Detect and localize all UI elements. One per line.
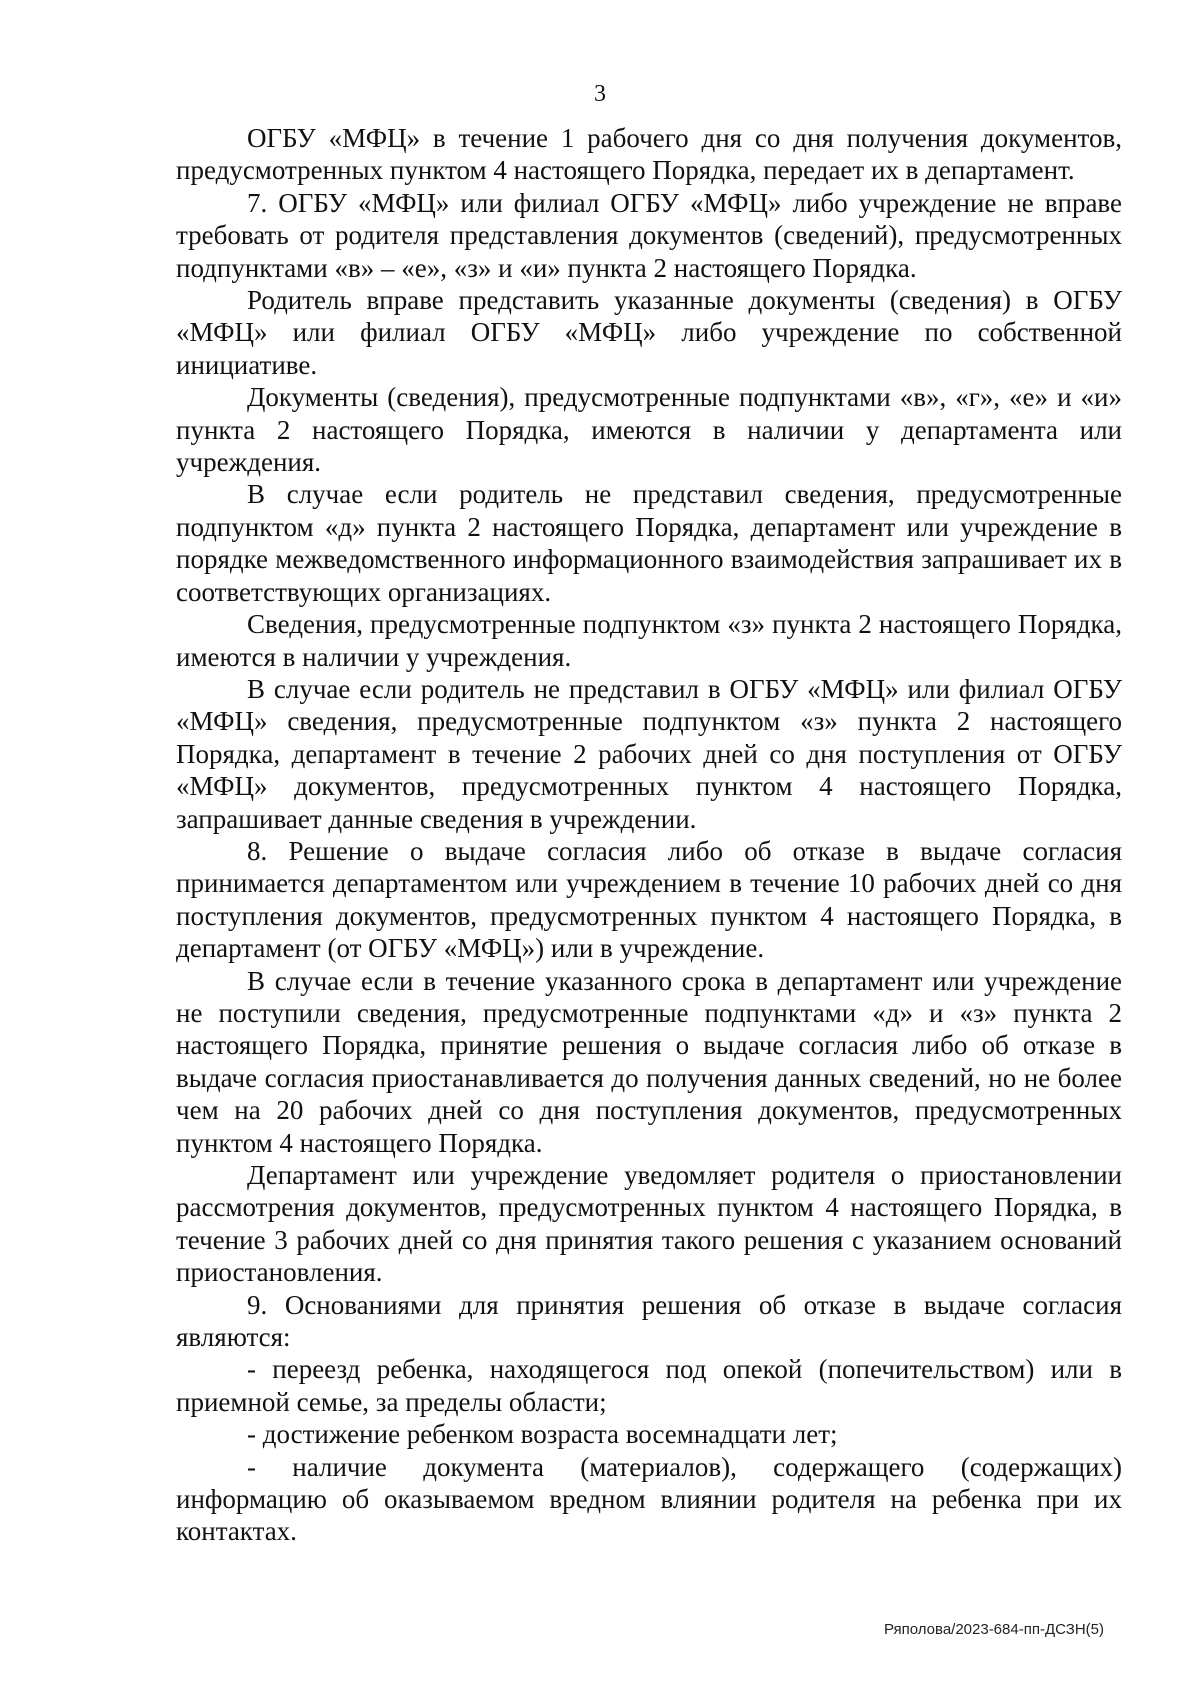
paragraph-department-request: В случае если родитель не представил в ОГБУ «МФЦ» или филиал ОГБУ «МФЦ» сведения, предусмотренные подпунктом «з» пункта 2 настоящего Порядка, департамент в течение 2 рабочих дней со дня поступления от ОГБУ «МФЦ» документов, предусмотренных пунктом 4 настоящего Порядка, запрашивает данные сведения в учреждении. xyxy=(176,673,1122,834)
list-item-relocation: - переезд ребенка, находящегося под опекой (попечительством) или в приемной семье, за пределы области; xyxy=(176,1354,1122,1417)
footer-document-code: Ряполова/2023-684-пп-ДСЗН(5) xyxy=(883,1621,1104,1638)
paragraph-suspension: В случае если в течение указанного срока в департамент или учреждение не поступили сведения, предусмотренные подпунктами «д» и «з» пункта 2 настоящего Порядка, принятие решения о выдаче согласия либо об отказе в выдаче согласия приостанавливается до получения данных сведений, но не более чем на 20 рабочих дней со дня поступления документов, предусмотренных пунктом 4 настоящего Порядка. xyxy=(176,965,1122,1158)
document-body xyxy=(176,122,1122,1548)
paragraph-info-available: Сведения, предусмотренные подпунктом «з» пункта 2 настоящего Порядка, имеются в наличии у учреждения. xyxy=(176,609,1122,672)
paragraph-interagency-request: В случае если родитель не представил сведения, предусмотренные подпунктом «д» пункта 2 настоящего Порядка, департамент или учреждение в порядке межведомственного информационного взаимодействия запрашивает их в соответствующих организациях. xyxy=(176,479,1122,607)
paragraph-notification: Департамент или учреждение уведомляет родителя о приостановлении рассмотрения документов, предусмотренных пунктом 4 настоящего Порядка, в течение 3 рабочих дней со дня принятия такого решения с указанием оснований приостановления. xyxy=(176,1160,1122,1288)
list-item-age: - достижение ребенком возраста восемнадцати лет; xyxy=(247,1419,838,1450)
list-item-harmful-influence: - наличие документа (материалов), содержащего (содержащих) информацию об оказываемом вредном влиянии родителя на ребенка при их контактах. xyxy=(176,1451,1122,1547)
paragraph-mfc-transfer: ОГБУ «МФЦ» в течение 1 рабочего дня со дня получения документов, предусмотренных пунктом 4 настоящего Порядка, передает их в департамент. xyxy=(176,123,1122,186)
paragraph-item-7: 7. ОГБУ «МФЦ» или филиал ОГБУ «МФЦ» либо учреждение не вправе требовать от родителя представления документов (сведений), предусмотренных подпунктами «в» – «е», «з» и «и» пункта 2 настоящего Порядка. xyxy=(176,187,1122,283)
paragraph-item-8: 8. Решение о выдаче согласия либо об отказе в выдаче согласия принимается департаментом или учреждением в течение 10 рабочих дней со дня поступления документов, предусмотренных пунктом 4 настоящего Порядка, в департамент (от ОГБУ «МФЦ») или в учреждение. xyxy=(176,835,1122,964)
page-number: 3 xyxy=(594,81,606,107)
paragraph-documents-available: Документы (сведения), предусмотренные подпунктами «в», «г», «е» и «и» пункта 2 настоящего Порядка, имеются в наличии у департамента или учреждения. xyxy=(176,382,1122,478)
paragraph-item-9: 9. Основаниями для принятия решения об отказе в выдаче согласия являются: xyxy=(176,1289,1122,1353)
paragraph-parent-right: Родитель вправе представить указанные документы (сведения) в ОГБУ «МФЦ» или филиал ОГБУ «МФЦ» либо учреждение по собственной инициативе. xyxy=(176,285,1122,380)
